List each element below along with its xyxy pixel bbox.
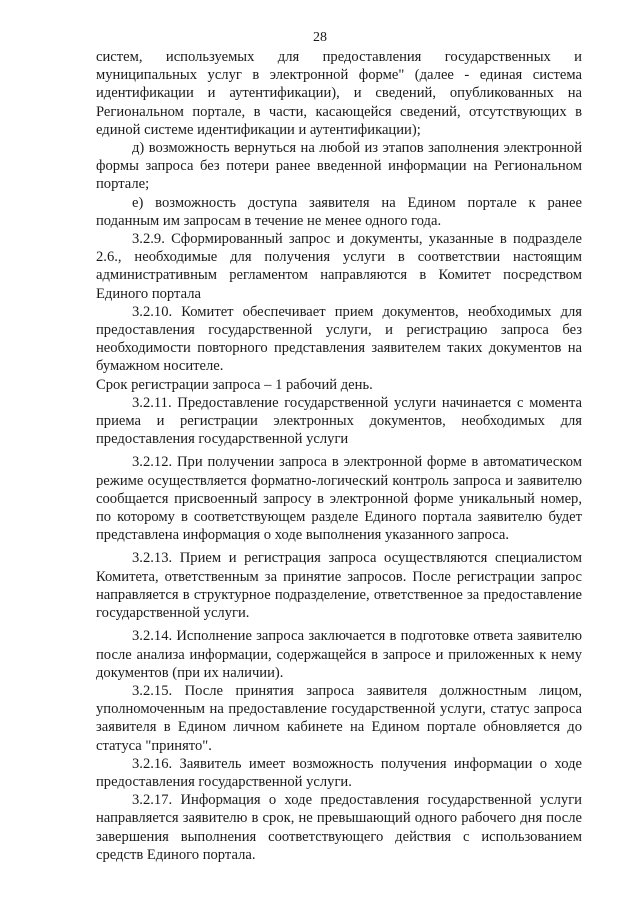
paragraph-3-2-13: 3.2.13. Прием и регистрация запроса осуществляются специалистом Комитета, ответственным за принятие запросов. После регистрации запрос направляется в структурное подразделение, ответственное за предоставление государственной услуги.: [96, 550, 582, 622]
paragraph-3-2-11: 3.2.11. Предоставление государственной услуги начинается с момента приема и регистрации электронных документов, необходимых для предоставления государственной услуги: [96, 394, 582, 448]
page-number: 28: [313, 30, 327, 45]
paragraph-3-2-12: 3.2.12. При получении запроса в электронной форме в автоматическом режиме осуществляется форматно-логический контроль запроса и заявителю сообщается присвоенный запросу в электронной форме уникальный номер, по которому в соответствующем разделе Единого портала заявителю будет представлена информация о ходе выполнения указанного запроса.: [96, 454, 582, 544]
paragraph-3-2-15: 3.2.15. После принятия запроса заявителя должностным лицом, уполномоченным на предоставление государственной услуги, статус запроса заявителя в Едином личном кабинете на Едином портале обновляется до статуса "принято".: [96, 682, 582, 754]
paragraph-3-2-17: 3.2.17. Информация о ходе предоставления государственной услуги направляется заявителю в срок, не превышающий одного рабочего дня после завершения выполнения соответствующего действия с использованием средств Единого портала.: [96, 792, 582, 863]
paragraph-registration-term: Срок регистрации запроса – 1 рабочий день.: [96, 376, 373, 393]
paragraph-3-2-10: 3.2.10. Комитет обеспечивает прием документов, необходимых для предоставления государственной услуги, и регистрацию запроса без необходимости повторного представления заявителем таких документов на бумажном носителе.: [96, 303, 582, 375]
paragraph-3-2-14: 3.2.14. Исполнение запроса заключается в подготовке ответа заявителю после анализа информации, содержащейся в запросе и приложенных к нему документов (при их наличии).: [96, 628, 582, 681]
document-body: [96, 48, 582, 864]
paragraph-3-2-9: 3.2.9. Сформированный запрос и документы, указанные в подразделе 2.6., необходимые для получения услуги в соответствии настоящим административным регламентом направляются в Комитет посредством Единого портала: [96, 231, 582, 302]
paragraph-item-d: д) возможность вернуться на любой из этапов заполнения электронной формы запроса без потери ранее введенной информации на Региональном портале;: [96, 140, 582, 193]
paragraph-continuation: систем, используемых для предоставления государственных и муниципальных услуг в электронной форме" (далее - единая система идентификации и аутентификации), и сведений, опубликованных на Региональном портале, в части, касающейся сведений, отсутствующих в единой системе идентификации и аутентификации);: [96, 49, 582, 138]
paragraph-item-e: е) возможность доступа заявителя на Едином портале к ранее поданным им запросам в течение не менее одного года.: [96, 194, 582, 229]
paragraph-3-2-16: 3.2.16. Заявитель имеет возможность получения информации о ходе предоставления государственной услуги.: [96, 755, 582, 790]
